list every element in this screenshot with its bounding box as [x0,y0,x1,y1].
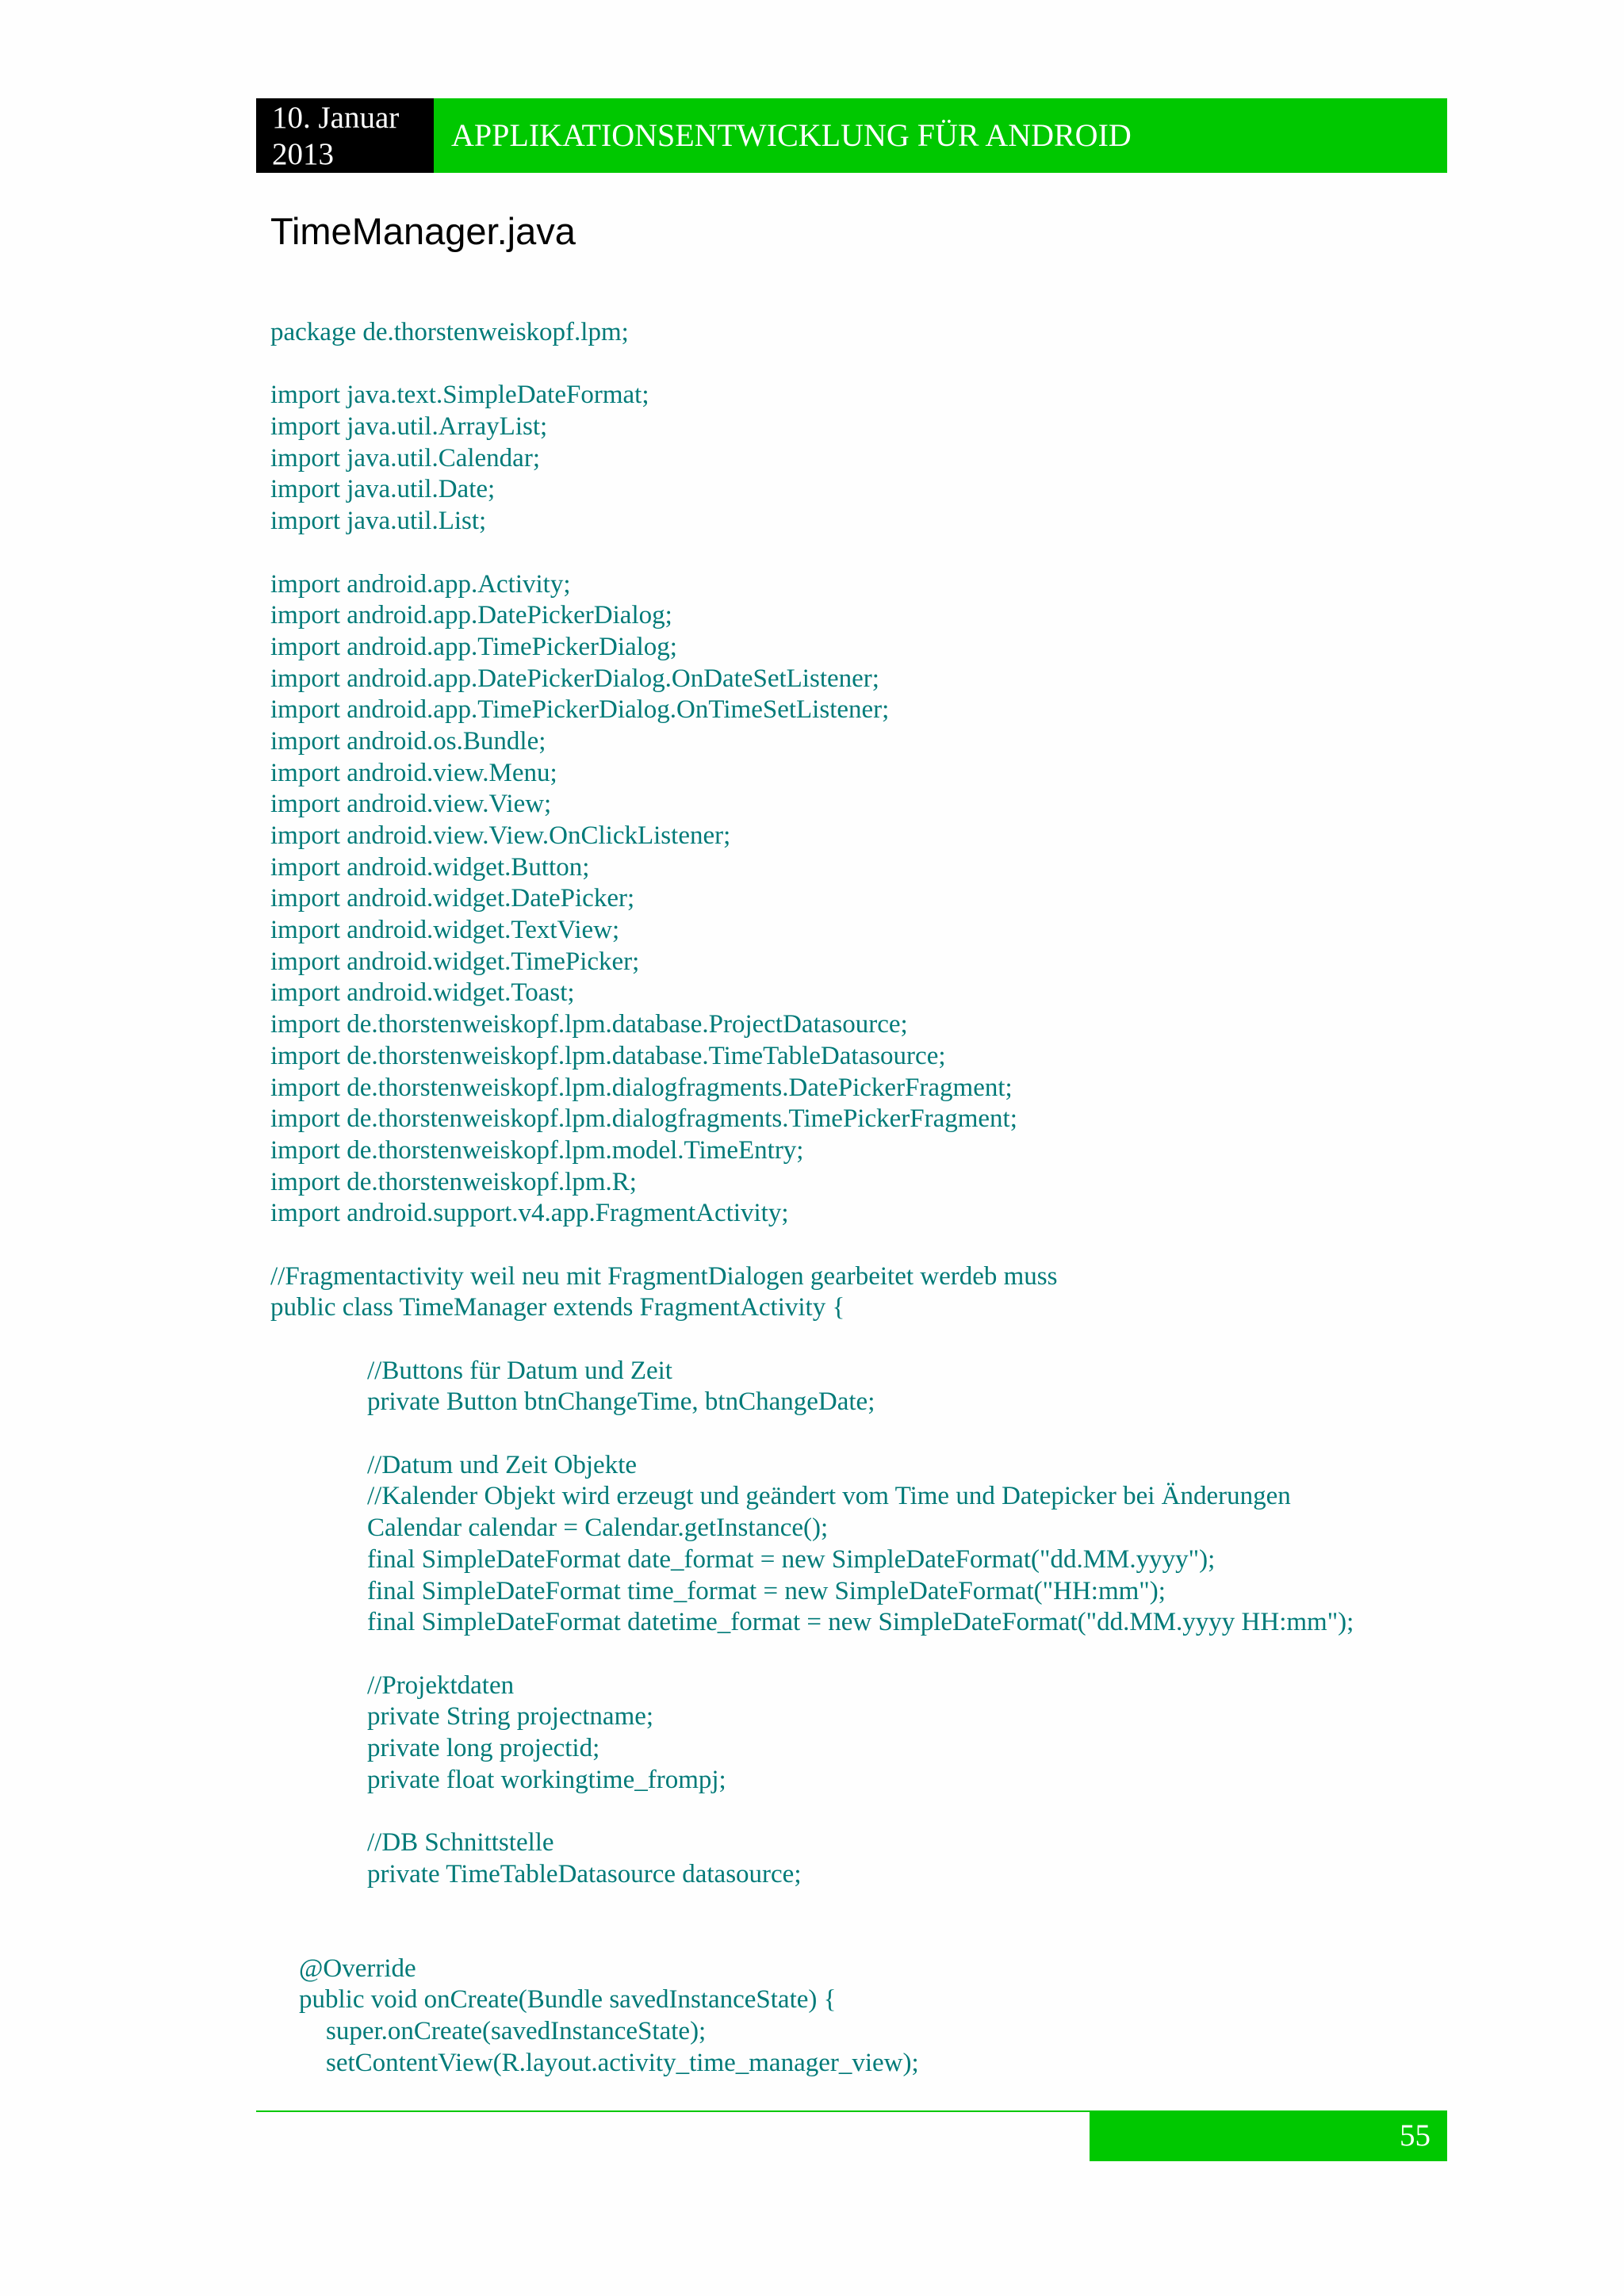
code-line-import: import android.widget.TimePicker; [270,947,640,976]
code-line-field: private long projectid; [367,1733,600,1762]
code-line-import: import android.widget.Button; [270,852,590,882]
code-blank-line [270,1796,1436,1827]
code-line-statement: super.onCreate(savedInstanceState); [326,2017,707,2046]
code-line-comment: //Fragmentactivity weil neu mit FragmentDialogen gearbeitet werdeb muss [270,1261,1058,1291]
code-line-import: import android.view.Menu; [270,758,557,787]
code-line-field: private float workingtime_frompj; [367,1765,726,1794]
code-blank-line [270,1418,1436,1450]
code-line-field: final SimpleDateFormat time_format = new SimpleDateFormat("HH:mm"); [367,1576,1166,1605]
code-line-method-declaration: public void onCreate(Bundle savedInstanceState) { [299,1985,837,2015]
code-line-import: import android.os.Bundle; [270,726,546,756]
code-line-field: private TimeTableDatasource datasource; [367,1859,802,1888]
code-line-field: final SimpleDateFormat date_format = new SimpleDateFormat("dd.MM.yyyy"); [367,1544,1216,1574]
code-blank-line [270,349,1436,381]
code-line-comment: //Buttons für Datum und Zeit [367,1356,672,1385]
code-blank-line [270,1324,1436,1356]
code-line-field: private Button btnChangeTime, btnChangeDate; [367,1387,875,1417]
header-date-line1: 10. Januar [272,101,400,135]
code-line-statement: setContentView(R.layout.activity_time_manager_view); [326,2048,919,2077]
code-line-import: import android.app.DatePickerDialog.OnDateSetListener; [270,664,879,693]
code-listing [270,317,1436,2080]
code-line-import: import java.util.ArrayList; [270,412,548,442]
code-line-import: import java.util.Calendar; [270,443,540,473]
code-blank-line [270,1922,1436,1954]
code-line-field: private String projectname; [367,1702,654,1732]
code-line-import: import android.widget.Toast; [270,978,575,1008]
code-line-import: import android.app.TimePickerDialog; [270,632,677,661]
code-line-import: import android.app.TimePickerDialog.OnTimeSetListener; [270,695,890,725]
code-line-import: import android.support.v4.app.FragmentActivity; [270,1199,789,1228]
code-blank-line [270,538,1436,569]
code-blank-line [270,1890,1436,1922]
code-line-import: import android.widget.DatePicker; [270,884,635,913]
code-line-import: import de.thorstenweiskopf.lpm.database.ProjectDatasource; [270,1010,908,1039]
header-date [256,98,434,173]
code-line-comment: //Datum und Zeit Objekte [367,1450,638,1479]
code-line-comment: //Projektdaten [367,1670,515,1700]
code-line-field: final SimpleDateFormat datetime_format = new SimpleDateFormat("dd.MM.yyyy HH:mm"); [367,1608,1354,1637]
code-line-package: package de.thorstenweiskopf.lpm; [270,318,629,346]
code-line-field: Calendar calendar = Calendar.getInstance(); [367,1513,829,1543]
code-line-import: import de.thorstenweiskopf.lpm.R; [270,1167,637,1196]
code-blank-line [270,1230,1436,1261]
code-blank-line [270,1639,1436,1670]
code-line-import: import java.util.Date; [270,475,496,504]
code-line-class-declaration: public class TimeManager extends FragmentActivity { [270,1293,845,1322]
code-line-annotation: @Override [299,1954,416,1983]
code-line-comment: //Kalender Objekt wird erzeugt und geändert vom Time und Datepicker bei Änderungen [367,1482,1291,1511]
code-line-import: import de.thorstenweiskopf.lpm.dialogfragments.DatePickerFragment; [270,1073,1013,1102]
code-line-import: import android.view.View.OnClickListener; [270,821,731,850]
header-title: APPLIKATIONSENTWICKLUNG FÜR ANDROID [434,98,1447,173]
code-line-import: import android.app.Activity; [270,569,571,599]
code-line-import: import java.text.SimpleDateFormat; [270,381,649,410]
document-title: TimeManager.java [270,210,576,252]
code-line-import: import android.view.View; [270,790,552,819]
code-line-import: import de.thorstenweiskopf.lpm.database.TimeTableDatasource; [270,1041,946,1070]
code-line-import: import android.widget.TextView; [270,916,620,945]
code-line-import: import java.util.List; [270,507,487,536]
page-number: 55 [1090,2110,1447,2161]
header-date-line2: 2013 [272,137,334,171]
code-line-import: import de.thorstenweiskopf.lpm.model.TimeEntry; [270,1135,804,1165]
code-line-comment: //DB Schnittstelle [367,1828,554,1857]
page-header [256,98,1447,173]
code-line-import: import de.thorstenweiskopf.lpm.dialogfragments.TimePickerFragment; [270,1104,1017,1134]
code-line-import: import android.app.DatePickerDialog; [270,601,672,630]
